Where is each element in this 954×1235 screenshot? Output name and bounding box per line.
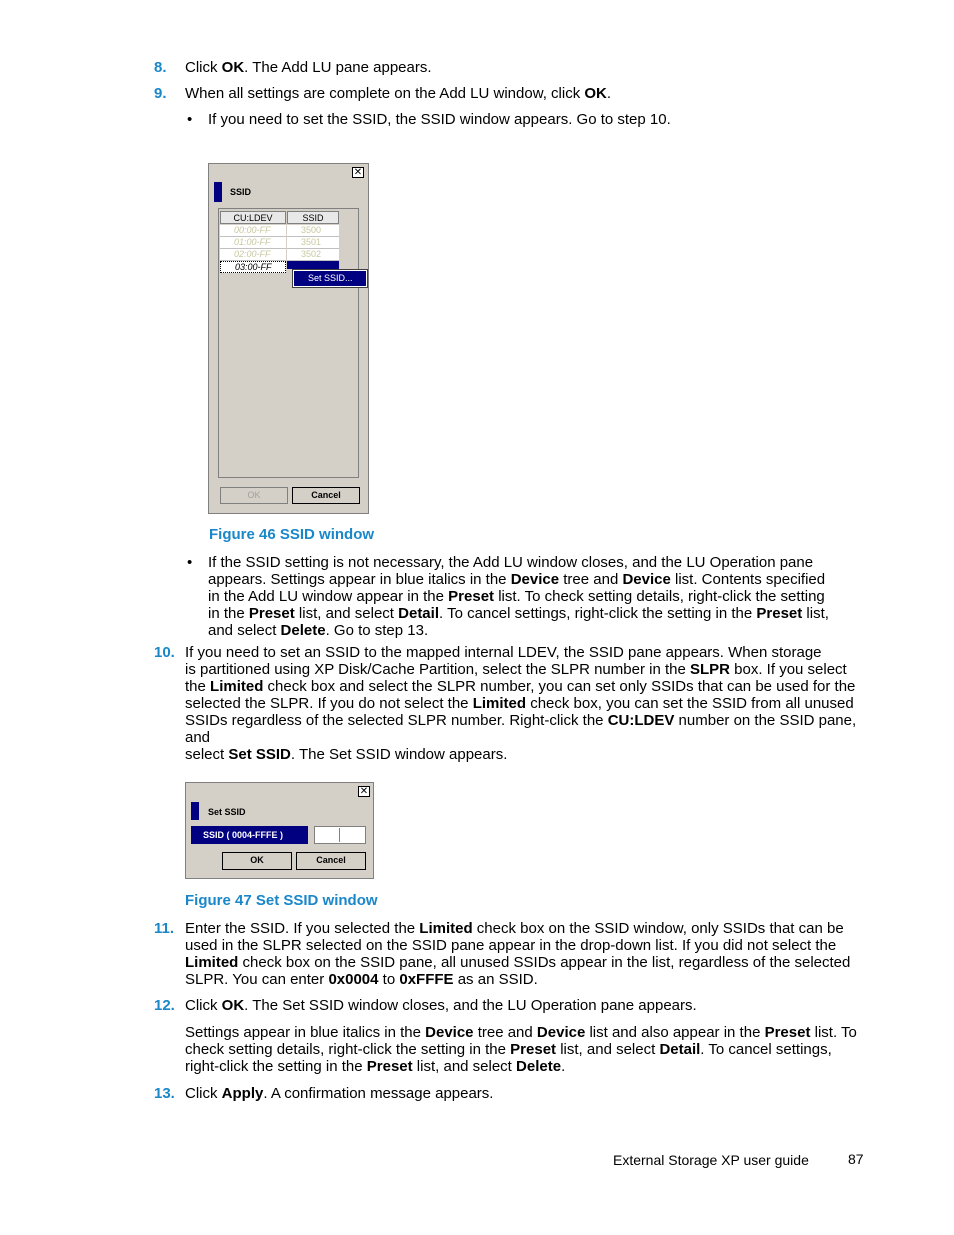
title-marker: [191, 802, 199, 820]
step-9-number: 9.: [154, 85, 167, 102]
step-10-number: 10.: [154, 644, 175, 661]
set-ssid-title: Set SSID: [208, 807, 246, 817]
step-11-number: 11.: [154, 920, 175, 937]
table-row-culdev-selected[interactable]: 03:00-FF: [220, 261, 286, 273]
step-9-text: When all settings are complete on the Add LU window, click OK.: [185, 85, 612, 102]
column-header-ssid[interactable]: SSID: [287, 211, 339, 224]
table-row-ssid-selected[interactable]: [287, 261, 339, 269]
title-marker: [214, 182, 222, 202]
bullet-ssid-window: If you need to set the SSID, the SSID window appears. Go to step 10.: [208, 111, 671, 128]
context-menu-set-ssid[interactable]: Set SSID...: [293, 270, 367, 287]
ssid-pane: [218, 208, 359, 478]
cancel-button[interactable]: Cancel: [296, 852, 366, 870]
ok-button[interactable]: OK: [222, 852, 292, 870]
close-icon[interactable]: ✕: [359, 786, 369, 797]
step-10-text: If you need to set an SSID to the mapped internal LDEV, the SSID pane appears. When storage is partitioned using XP Disk/Cache Partition, select the SLPR number in the SLPR box. If you select the Limited check box and select the SLPR number, you can set only SSIDs that can be used for the selected the SLPR. If you do not select the Limited check box, you can set the SSID from all unused SSIDs regardless of the selected SLPR number. Right-click the CU:LDEV number on the SSID pane, and select Set SSID. The Set SSID window appears.: [185, 644, 857, 763]
figure-46-caption: Figure 46 SSID window: [209, 526, 375, 543]
ssid-input[interactable]: [314, 826, 366, 844]
step-13-text: Click Apply. A confirmation message appears.: [185, 1085, 494, 1102]
ssid-field-label: SSID ( 0004-FFFE ): [191, 826, 308, 844]
step-13-number: 13.: [154, 1085, 175, 1102]
table-row-culdev[interactable]: 00:00-FF: [220, 225, 286, 237]
input-divider: [339, 828, 340, 842]
step-12-number: 12.: [154, 997, 175, 1014]
bullet-marker: •: [187, 111, 193, 128]
set-ssid-window: [185, 782, 374, 879]
step-12-paragraph: Settings appear in blue italics in the Device tree and Device list and also appear in the Preset list. To check setting details, right-click the setting in the Preset list, and select Detail. To cancel settings, right-click the setting in the Preset list, and select Delete.: [185, 1024, 857, 1075]
close-icon[interactable]: ✕: [353, 167, 363, 178]
column-header-culdev[interactable]: CU:LDEV: [220, 211, 286, 224]
page-number: 87: [848, 1151, 864, 1167]
table-row-culdev[interactable]: 02:00-FF: [220, 249, 286, 261]
ok-button[interactable]: OK: [220, 487, 288, 504]
figure-47-caption: Figure 47 Set SSID window: [185, 892, 378, 909]
bullet-no-ssid: If the SSID setting is not necessary, the Add LU window closes, and the LU Operation pane appears. Settings appear in blue italics in the Device tree and Device list. Contents specified in the Add LU window appear in the Preset list. To check setting details, right-click the setting in the Preset list, and select Detail. To cancel settings, right-click the setting in the Preset list, and select Delete. Go to step 13.: [208, 554, 829, 639]
table-row-culdev[interactable]: 01:00-FF: [220, 237, 286, 249]
footer-guide-title: External Storage XP user guide: [613, 1152, 809, 1168]
step-11-text: Enter the SSID. If you selected the Limited check box on the SSID window, only SSIDs that can be used in the SLPR selected on the SSID pane appear in the drop-down list. If you did not select the Limited check box on the SSID pane, all unused SSIDs appear in the list, regardless of the selected SLPR. You can enter 0x0004 to 0xFFFE as an SSID.: [185, 920, 851, 988]
bullet-marker: •: [187, 554, 193, 571]
table-row-ssid[interactable]: 3501: [287, 237, 339, 249]
cancel-button[interactable]: Cancel: [292, 487, 360, 504]
step-8-number: 8.: [154, 59, 167, 76]
ssid-window-title: SSID: [230, 187, 252, 197]
table-row-ssid[interactable]: 3502: [287, 249, 339, 261]
step-12-text: Click OK. The Set SSID window closes, and the LU Operation pane appears.: [185, 997, 697, 1014]
table-row-ssid[interactable]: 3500: [287, 225, 339, 237]
step-8-text: Click OK. The Add LU pane appears.: [185, 59, 432, 76]
ssid-window: [208, 163, 369, 514]
